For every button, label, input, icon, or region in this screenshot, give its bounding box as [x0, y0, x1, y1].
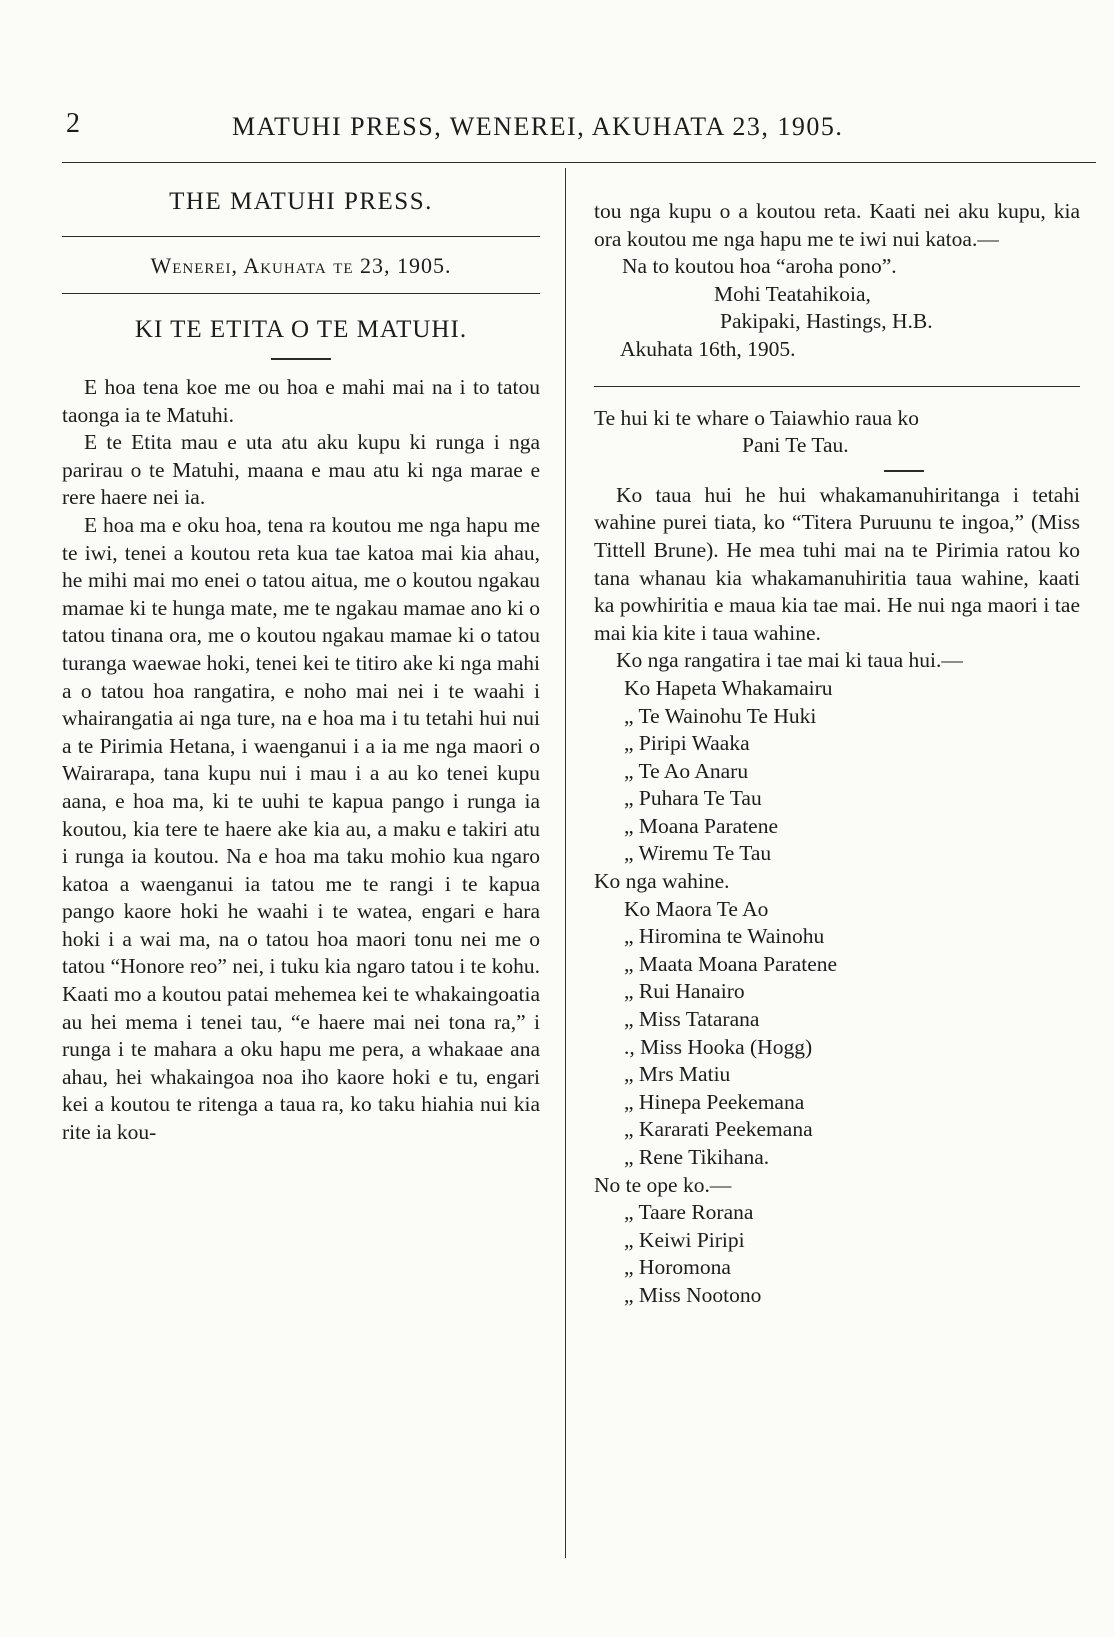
list-item: „ Keiwi Piripi	[624, 1227, 745, 1252]
letter-paragraph: E hoa tena koe me ou hoa e mahi mai na i to tatou taonga ia te Matuhi.	[62, 375, 540, 427]
others-list	[594, 1199, 1080, 1309]
paper-title: THE MATUHI PRESS.	[169, 188, 433, 215]
section-title-line: Te hui ki te whare o Taiawhio raua ko	[594, 405, 919, 430]
left-column	[62, 186, 540, 1147]
chiefs-intro: Ko nga rangatira i tae mai ki taua hui.—	[616, 648, 963, 673]
section-title	[594, 405, 1080, 460]
list-item: „ Miss Tatarana	[624, 1007, 760, 1032]
list-item: „ Rene Tikihana.	[624, 1145, 770, 1169]
intro-paragraph: Ko taua hui he hui whakamanuhiritanga i tetahi wahine purei tiata, ko “Titera Puruunu te ingoa,” (Miss Tittell Brune). He mea tuhi mai na te Pirimia ratou ko tana whanau kia whakamanuhiritia taua wahine, kaati ka powhiritia e maua kia tae mai. He nui nga maori i tae mai kia kite i taua wahine.	[594, 482, 1080, 645]
list-item: „ Hiromina te Wainohu	[624, 924, 825, 949]
list-item: „ Horomona	[624, 1255, 731, 1280]
letter-continuation: tou nga kupu o a koutou reta. Kaati nei aku kupu, kia ora koutou me nga hapu me te iwi nui katoa.—	[594, 199, 1080, 251]
issue-date: Wenerei, Akuhata te 23, 1905.	[150, 253, 452, 278]
list-item: „ Rui Hanairo	[624, 979, 745, 1004]
list-item: „ Hinepa Peekemana	[624, 1089, 805, 1114]
signature-name: Mohi Teatahikoia,	[714, 281, 871, 306]
signature-place: Pakipaki, Hastings, H.B.	[720, 309, 933, 334]
article-title: KI TE ETITA O TE MATUHI.	[134, 316, 468, 343]
letter-salutation: Na to koutou hoa “aroha pono”.	[622, 254, 897, 279]
running-head	[62, 108, 1092, 148]
list-item: „ Wiremu Te Tau	[624, 841, 772, 866]
list-item: ., Miss Hooka (Hogg)	[624, 1034, 813, 1059]
list-item: „ Te Ao Anaru	[624, 758, 749, 783]
list-item: „ Puhara Te Tau	[624, 786, 762, 811]
letter-paragraph: E te Etita mau e uta atu aku kupu ki runga i nga parirau o te Matuhi, maana e mau atu ki nga marae e rere haere nei ia.	[62, 430, 540, 510]
list-item: „ Piripi Waaka	[624, 731, 750, 756]
article-title-rule	[271, 358, 331, 360]
signature-date: Akuhata 16th, 1905.	[620, 336, 796, 361]
list-item: „ Miss Nootono	[624, 1282, 762, 1307]
list-item: Ko Hapeta Whakamairu	[624, 675, 833, 700]
chiefs-list	[594, 675, 1080, 868]
list-item: „ Moana Paratene	[624, 813, 779, 838]
list-item: „ Taare Rorana	[624, 1200, 754, 1225]
list-item: „ Mrs Matiu	[624, 1062, 731, 1087]
date-rule	[62, 293, 540, 294]
women-list	[594, 896, 1080, 1172]
section-title-rule	[884, 470, 924, 472]
running-title: MATUHI PRESS, WENEREI, AKUHATA 23, 1905.	[232, 112, 844, 141]
right-column	[594, 198, 1080, 1310]
header-rule	[62, 162, 1096, 163]
list-item: „ Te Wainohu Te Huki	[624, 703, 817, 728]
letter-paragraph: E hoa ma e oku hoa, tena ra koutou me nga hapu me te iwi, tenei a koutou reta kua tae katoa mai kia ahau, he mihi mai mo enei o tatou aitua, me o koutou ngakau mamae ki te hunga mate, me te ngakau mamae ano ki o tatou tinana ora, me o koutou ngakau mamae ki o tatou turanga waewae hoki, tenei kei te titiro ake ki nga mahi a o tatou hoa rangatira, e noho mai nei i te waahi i whairangatia ai nga ture, na e hoa ma i tu tetahi hui nui a te Pirimia Hetana, i waenganui i a ia me nga maori o Wairarapa, tana kupu nui i mau i a au ko tenei kupu aana, e hoa ma, ki te uuhi te kapua pango i runga ia koutou, kia tere te haere ake kia au, a maku e takiri atu i runga ia koutou. Na e hoa ma taku mohio kua ngaro katoa a waenganui ia tatou me te rangi i te kapua pango kaore hoki he waahi i te watea, engari e hara hoki i a wai ma, na o tatou hoa maori tonu nei me o tatou “Honore reo” nei, i tuku kia ngaro tatou i te kohu. Kaati mo a koutou patai mehemea kei te whakaingoatia au hei mema i tenei tau, “e haere mai nei tona ra,” i runga i te mahara a oku hapu me pera, a whakaae ana ahau, hei whakaingoa noa iho kaore hoki e tu, engari kei a koutou te ritenga a taua ra, ko taku hiahia nui kia rite ia kou-	[62, 512, 540, 1145]
list-item: Ko Maora Te Ao	[624, 896, 769, 921]
title-rule	[62, 236, 540, 237]
letter-signoff	[594, 253, 1080, 363]
others-label: No te ope ko.—	[594, 1172, 732, 1197]
section-title-line: Pani Te Tau.	[742, 433, 849, 458]
column-divider	[565, 168, 566, 1558]
section-rule	[594, 386, 1080, 387]
list-item: „ Maata Moana Paratene	[624, 951, 838, 976]
letter-body	[62, 374, 540, 1147]
hui-report	[594, 482, 1080, 675]
page-number: 2	[66, 108, 81, 139]
women-label: Ko nga wahine.	[594, 869, 730, 894]
list-item: „ Kararati Peekemana	[624, 1117, 813, 1142]
